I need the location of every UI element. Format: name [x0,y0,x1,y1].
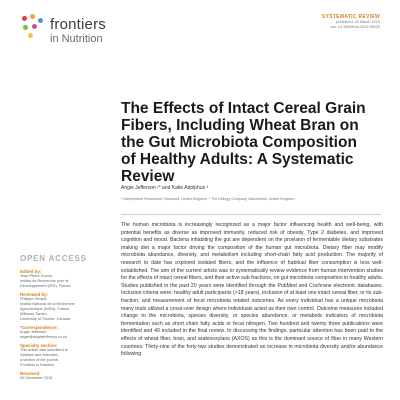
received-label: Received: [20,371,41,376]
logo-brand: frontiers [50,16,106,33]
edited-by-line: Développement (IRD), France [20,284,71,288]
logo-dot [38,18,43,23]
reviewed-by-line: University of Toronto, Canada [20,317,70,321]
reviewed-by-line: Agronomique (INRA), France [20,307,70,311]
specialty-line: a section of the journal [20,358,59,362]
reviewed-by-line: Institut National de la Recherche [20,302,75,306]
logo-dot [32,24,37,29]
edited-by-line: Jean-Pierre Guzon, [20,274,53,278]
logo-dot [28,33,33,38]
specialty-line: This article was submitted to [20,348,68,352]
divider [121,214,381,215]
logo-dot [22,16,27,21]
article-affiliations: ¹ Independent Researcher, Bracknell, United Kingdom, ² The Kellogg Company, Manchester, United Kingdom [121,197,295,201]
article-authors: Angie Jefferson ¹* and Katie Adolphus ² [121,185,209,191]
specialty-line: Frontiers in Nutrition [20,363,55,367]
open-access-label: OPEN ACCESS [20,254,87,263]
reviewed-by-line: Philippe Gérard, [20,297,48,301]
logo-dot [23,25,28,30]
article-title: The Effects of Intact Cereal Grain Fibers, Including Wheat Bran on the Gut Microbiota Composition of Healthy Adults: A Systematic Review [121,100,366,185]
frontiers-logo[interactable] [20,12,140,52]
correspondence-email-link[interactable]: angie@angiejefferson.co.uk [20,335,68,339]
reviewed-by-label: Reviewed by: [20,292,49,297]
correspondence-name: Angie Jefferson [20,330,47,334]
received-date: 05 December 2018 [20,376,53,380]
edited-by-label: Edited by: [20,269,42,274]
published-date: published: 20 March 2019 [336,20,380,24]
abstract-text: The human microbiota is increasingly recognized as a major factor influencing health and well-being, with potential benefits as diverse as improved immunity, reduced risk of obesity, Type 2 diabetes, and improved cognition and mood. Bacteria inhabiting the gut are dependent on the provision of fermentable dietary substrates making diet a major factor driving the composition of the human gut microbiota. Dietary fiber may modify microbiota abundance, diversity, and metabolism including short-chain fatty acid production. The majority of research to date has explored isolated fibers, and the influence of habitual fiber consumption is less well-established. The aim of the current article was to systematically review evidence from human intervention studies for the effects of intact cereal fibers, and their active sub-fractions, on gut microbiota composition in healthy adults. Studies published in the past 20 years were identified through the PubMed and Cochrane electronic databases. Inclusion criteria were: healthy adult participants (>18 years), inclusion of at least one intact cereal fiber, or its sub-fraction, and measurement of fecal microbiota related outcomes. As every individual has a unique microbiota many trials utilized a cross-over design where individuals acted as their own control. Outcome measures included change to the microbiota, species diversity, or species abundance, or metabolic indicators of microbiota fermentation such as short chain fatty acids or fecal nitrogen. Two hundred and twenty three publications were identified and 40 included in the final review. In discussing the findings, particular attention has been paid to the effects of wheat fiber, bran, and arabinoxylans (AXOS) as this is the dominant source of fiber in many Western countries. Thirty-nine of the forty-two studies demonstrated an increase in microbiota diversity and/or abundance following [121,222,384,358]
article-type: SYSTEMATIC REVIEW [321,14,380,20]
sidebar [20,254,110,381]
specialty-line: Nutrition and Microbes, [20,353,60,357]
doi-link[interactable]: doi: 10.3389/fnut.2019.00033 [330,25,380,29]
specialty-section-label: Specialty section: [20,343,58,348]
edited-by-line: Institut de Recherche pour le [20,279,69,283]
reviewed-by-line: Williams Tarolm, [20,312,48,316]
logo-dot [30,14,35,19]
correspondence-label: *Correspondence: [20,325,59,330]
article-meta [210,14,380,30]
logo-journal: in Nutrition [50,33,103,45]
logo-dots-icon [20,14,46,40]
